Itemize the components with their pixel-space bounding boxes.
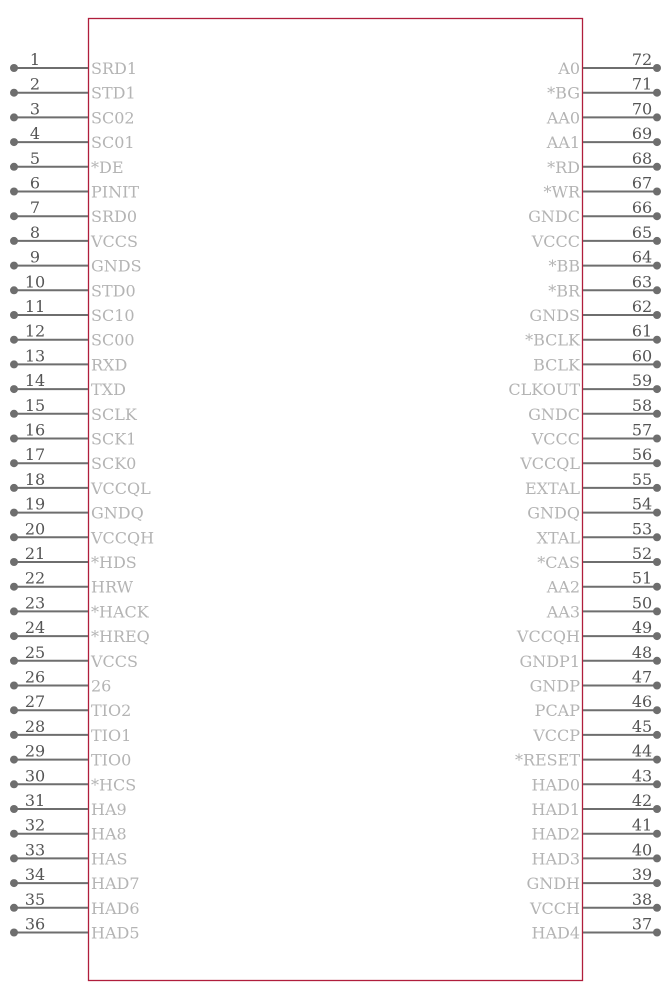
pin-number: 27 <box>24 692 46 712</box>
pin-name: *BR <box>548 281 580 301</box>
pin-name: EXTAL <box>524 478 580 498</box>
pin-endpoint-dot <box>653 262 661 270</box>
pin-number: 20 <box>24 519 46 539</box>
pin-endpoint-dot <box>10 904 18 912</box>
pin-endpoint-dot <box>653 632 661 640</box>
pin-endpoint-dot <box>10 756 18 764</box>
pin-name: A0 <box>558 59 580 78</box>
pin-number: 3 <box>29 99 41 119</box>
pin-number: 70 <box>631 99 653 119</box>
pin-4 <box>10 124 135 152</box>
pin-number: 19 <box>24 494 46 514</box>
pin-number: 23 <box>24 593 46 613</box>
pin-endpoint-dot <box>653 780 661 788</box>
pin-endpoint-dot <box>653 854 661 862</box>
pin-endpoint-dot <box>10 64 18 72</box>
pin-number: 45 <box>631 716 653 736</box>
pin-endpoint-dot <box>10 583 18 591</box>
pin-endpoint-dot <box>10 682 18 690</box>
pin-endpoint-dot <box>10 780 18 788</box>
pin-endpoint-dot <box>10 509 18 517</box>
pin-number: 68 <box>631 148 653 168</box>
pin-name: HRW <box>91 577 134 597</box>
pin-number: 67 <box>631 173 653 193</box>
pin-number: 42 <box>631 791 653 810</box>
pin-number: 14 <box>24 371 46 391</box>
pin-name: SRD0 <box>91 207 138 227</box>
pin-endpoint-dot <box>10 657 18 665</box>
pin-number: 8 <box>29 222 41 242</box>
pin-endpoint-dot <box>653 360 661 368</box>
pin-endpoint-dot <box>10 558 18 566</box>
pin-endpoint-dot <box>10 533 18 541</box>
pin-endpoint-dot <box>653 484 661 492</box>
pin-endpoint-dot <box>10 113 18 121</box>
pin-number: 55 <box>631 469 653 489</box>
pin-name: HA9 <box>91 800 127 819</box>
pin-endpoint-dot <box>653 533 661 541</box>
pin-name: SC02 <box>91 108 135 128</box>
pin-number: 29 <box>24 741 46 761</box>
pin-endpoint-dot <box>10 262 18 270</box>
pin-name: TXD <box>91 380 126 400</box>
pin-number: 54 <box>631 494 653 514</box>
pin-endpoint-dot <box>10 311 18 319</box>
pin-name: SC00 <box>91 330 135 350</box>
pin-name: GNDC <box>528 207 580 227</box>
pin-number: 71 <box>631 74 653 94</box>
pin-endpoint-dot <box>653 459 661 467</box>
pin-name: *DE <box>91 157 124 177</box>
pin-endpoint-dot <box>10 188 18 196</box>
pin-name: *BB <box>548 256 580 276</box>
pin-number: 10 <box>24 272 46 292</box>
pin-endpoint-dot <box>653 138 661 146</box>
pin-name: STD0 <box>91 281 136 301</box>
pin-number: 26 <box>24 667 46 687</box>
pin-number: 65 <box>631 222 653 242</box>
right-pin-column <box>508 50 661 943</box>
pin-number: 34 <box>24 865 46 885</box>
pin-number: 22 <box>24 568 46 588</box>
pin-number: 63 <box>631 272 653 292</box>
pin-endpoint-dot <box>10 138 18 146</box>
pin-name: VCCQL <box>520 454 580 474</box>
pin-endpoint-dot <box>653 410 661 418</box>
pin-number: 53 <box>631 519 653 539</box>
pin-name: HAD6 <box>91 898 140 918</box>
pin-endpoint-dot <box>10 854 18 862</box>
pin-endpoint-dot <box>10 607 18 615</box>
pin-3 <box>10 99 135 127</box>
pin-number: 61 <box>631 321 653 341</box>
pin-name: TIO0 <box>91 750 132 770</box>
pin-endpoint-dot <box>653 311 661 319</box>
pin-name: VCCQH <box>516 627 580 647</box>
pin-name: *RD <box>547 157 580 177</box>
pin-endpoint-dot <box>10 929 18 937</box>
pin-number: 38 <box>631 889 653 909</box>
pin-number: 4 <box>29 124 41 144</box>
pin-endpoint-dot <box>653 583 661 591</box>
pin-number: 13 <box>24 346 46 366</box>
pin-endpoint-dot <box>10 410 18 418</box>
pin-number: 51 <box>631 568 653 588</box>
pin-number: 56 <box>631 445 653 465</box>
pin-name: HA8 <box>91 824 127 844</box>
pin-endpoint-dot <box>653 64 661 72</box>
pin-number: 52 <box>631 544 653 563</box>
pin-name: AA1 <box>546 133 580 153</box>
pin-endpoint-dot <box>653 385 661 393</box>
pin-endpoint-dot <box>10 385 18 393</box>
pin-37 <box>531 915 661 943</box>
pin-name: *BG <box>547 83 580 103</box>
pin-name: VCCP <box>533 725 580 745</box>
pin-endpoint-dot <box>10 237 18 245</box>
pin-endpoint-dot <box>653 830 661 838</box>
pin-name: GNDH <box>526 874 580 894</box>
pin-endpoint-dot <box>653 509 661 517</box>
pin-name: VCCS <box>91 231 138 251</box>
pin-endpoint-dot <box>10 212 18 220</box>
pin-number: 59 <box>631 371 653 391</box>
pin-name: XTAL <box>536 528 580 548</box>
pin-endpoint-dot <box>653 237 661 245</box>
pin-number: 35 <box>24 889 46 909</box>
pin-endpoint-dot <box>653 904 661 912</box>
pin-endpoint-dot <box>653 286 661 294</box>
pin-number: 50 <box>631 593 653 613</box>
pin-name: *WR <box>543 182 580 202</box>
pin-name: VCCC <box>531 429 580 449</box>
pin-number: 18 <box>24 469 46 489</box>
pin-name: HAD5 <box>91 923 140 943</box>
pin-number: 30 <box>24 766 46 786</box>
pin-number: 6 <box>29 173 41 193</box>
pin-name: *HCS <box>91 775 137 795</box>
pin-endpoint-dot <box>10 731 18 739</box>
pin-name: AA0 <box>546 108 580 128</box>
pin-endpoint-dot <box>10 336 18 344</box>
pin-name: STD1 <box>91 83 136 103</box>
pin-name: SCK1 <box>91 429 137 449</box>
pin-number: 1 <box>29 50 41 69</box>
pin-endpoint-dot <box>653 879 661 887</box>
pin-endpoint-dot <box>653 212 661 220</box>
pin-endpoint-dot <box>653 706 661 714</box>
pin-number: 2 <box>29 74 41 94</box>
pin-number: 62 <box>631 297 653 316</box>
pin-number: 49 <box>631 618 653 638</box>
pin-number: 31 <box>24 791 46 810</box>
pin-endpoint-dot <box>653 682 661 690</box>
pin-number: 44 <box>631 741 653 761</box>
pin-number: 33 <box>24 840 46 860</box>
pin-5 <box>10 149 124 177</box>
pin-endpoint-dot <box>653 607 661 615</box>
pin-endpoint-dot <box>10 706 18 714</box>
pin-number: 37 <box>631 914 653 934</box>
pin-name: *HACK <box>91 602 149 622</box>
pin-name: *BCLK <box>525 330 580 350</box>
pin-number: 66 <box>631 198 653 218</box>
pin-number: 72 <box>631 50 653 69</box>
pin-endpoint-dot <box>653 756 661 764</box>
pin-endpoint-dot <box>10 459 18 467</box>
pin-name: AA2 <box>546 577 580 597</box>
pin-endpoint-dot <box>653 558 661 566</box>
pin-name: *HDS <box>91 553 137 572</box>
pin-name: GNDS <box>529 306 580 325</box>
pin-name: *RESET <box>514 750 580 770</box>
pin-name: HAD2 <box>531 824 580 844</box>
pin-endpoint-dot <box>653 929 661 937</box>
pin-number: 39 <box>631 865 653 885</box>
pin-number: 36 <box>24 914 46 934</box>
pin-endpoint-dot <box>10 632 18 640</box>
pin-number: 41 <box>631 815 653 835</box>
pin-endpoint-dot <box>653 336 661 344</box>
pin-name: VCCQH <box>91 528 155 548</box>
pin-number: 12 <box>24 321 46 341</box>
pin-name: PINIT <box>91 182 140 202</box>
pin-number: 58 <box>631 395 653 415</box>
pin-name: PCAP <box>534 701 580 721</box>
pin-number: 60 <box>631 346 653 366</box>
pin-number: 69 <box>631 124 653 144</box>
pin-number: 17 <box>24 445 46 465</box>
pin-name: CLKOUT <box>508 380 580 400</box>
pin-endpoint-dot <box>10 805 18 813</box>
pin-name: SRD1 <box>91 59 138 78</box>
pin-endpoint-dot <box>653 188 661 196</box>
pin-endpoint-dot <box>10 435 18 443</box>
pin-number: 9 <box>29 247 41 267</box>
pin-endpoint-dot <box>10 360 18 368</box>
left-pin-column <box>10 50 154 943</box>
pin-endpoint-dot <box>653 163 661 171</box>
pin-endpoint-dot <box>653 113 661 121</box>
pin-endpoint-dot <box>653 657 661 665</box>
pin-number: 16 <box>24 420 46 440</box>
pin-name: TIO1 <box>91 725 132 745</box>
pin-name: GNDP <box>529 676 580 696</box>
pin-number: 46 <box>631 692 653 712</box>
pin-name: VCCC <box>531 231 580 251</box>
pin-name: GNDS <box>91 256 142 276</box>
pin-name: VCCQL <box>91 478 151 498</box>
pin-36 <box>10 915 140 943</box>
pin-number: 28 <box>24 716 46 736</box>
pin-name: HAS <box>91 849 128 869</box>
pin-name: *CAS <box>537 553 580 572</box>
pin-number: 64 <box>631 247 653 267</box>
pin-name: GNDQ <box>527 503 580 523</box>
pin-number: 7 <box>29 198 41 218</box>
pin-name: HAD0 <box>531 775 580 795</box>
pin-name: HAD1 <box>531 800 580 819</box>
pin-endpoint-dot <box>653 89 661 97</box>
pin-endpoint-dot <box>10 830 18 838</box>
pin-number: 32 <box>24 815 46 835</box>
pin-endpoint-dot <box>10 484 18 492</box>
pin-endpoint-dot <box>653 731 661 739</box>
pin-endpoint-dot <box>10 163 18 171</box>
pin-name: AA3 <box>546 602 580 622</box>
pin-name: 26 <box>91 676 112 696</box>
pin-name: GNDC <box>528 404 580 424</box>
pin-endpoint-dot <box>10 89 18 97</box>
pin-number: 11 <box>24 297 46 316</box>
pin-endpoint-dot <box>10 286 18 294</box>
pin-number: 21 <box>24 544 46 563</box>
component-body <box>89 19 583 981</box>
pin-number: 25 <box>24 642 46 662</box>
pin-name: HAD7 <box>91 874 140 894</box>
pin-name: GNDP1 <box>519 651 580 671</box>
pin-number: 24 <box>24 618 46 638</box>
pin-number: 48 <box>631 642 653 662</box>
pin-name: VCCS <box>91 651 138 671</box>
pin-2 <box>10 75 136 103</box>
pin-name: SC10 <box>91 306 135 325</box>
pin-name: VCCH <box>530 898 580 918</box>
pin-endpoint-dot <box>653 805 661 813</box>
pin-number: 40 <box>631 840 653 860</box>
pin-number: 15 <box>24 395 46 415</box>
pin-name: SC01 <box>91 133 135 153</box>
pin-name: HAD3 <box>531 849 580 869</box>
pin-name: BCLK <box>533 355 580 375</box>
pin-name: SCLK <box>91 404 137 424</box>
pin-name: GNDQ <box>91 503 144 523</box>
pin-endpoint-dot <box>653 435 661 443</box>
pin-number: 47 <box>631 667 653 687</box>
pin-number: 43 <box>631 766 653 786</box>
pin-name: *HREQ <box>91 627 150 647</box>
pin-name: SCK0 <box>91 454 137 474</box>
pin-name: HAD4 <box>531 923 580 943</box>
pin-name: RXD <box>91 355 128 375</box>
pin-number: 5 <box>29 148 41 168</box>
pin-number: 57 <box>631 420 653 440</box>
pin-name: TIO2 <box>91 701 132 721</box>
pin-endpoint-dot <box>10 879 18 887</box>
